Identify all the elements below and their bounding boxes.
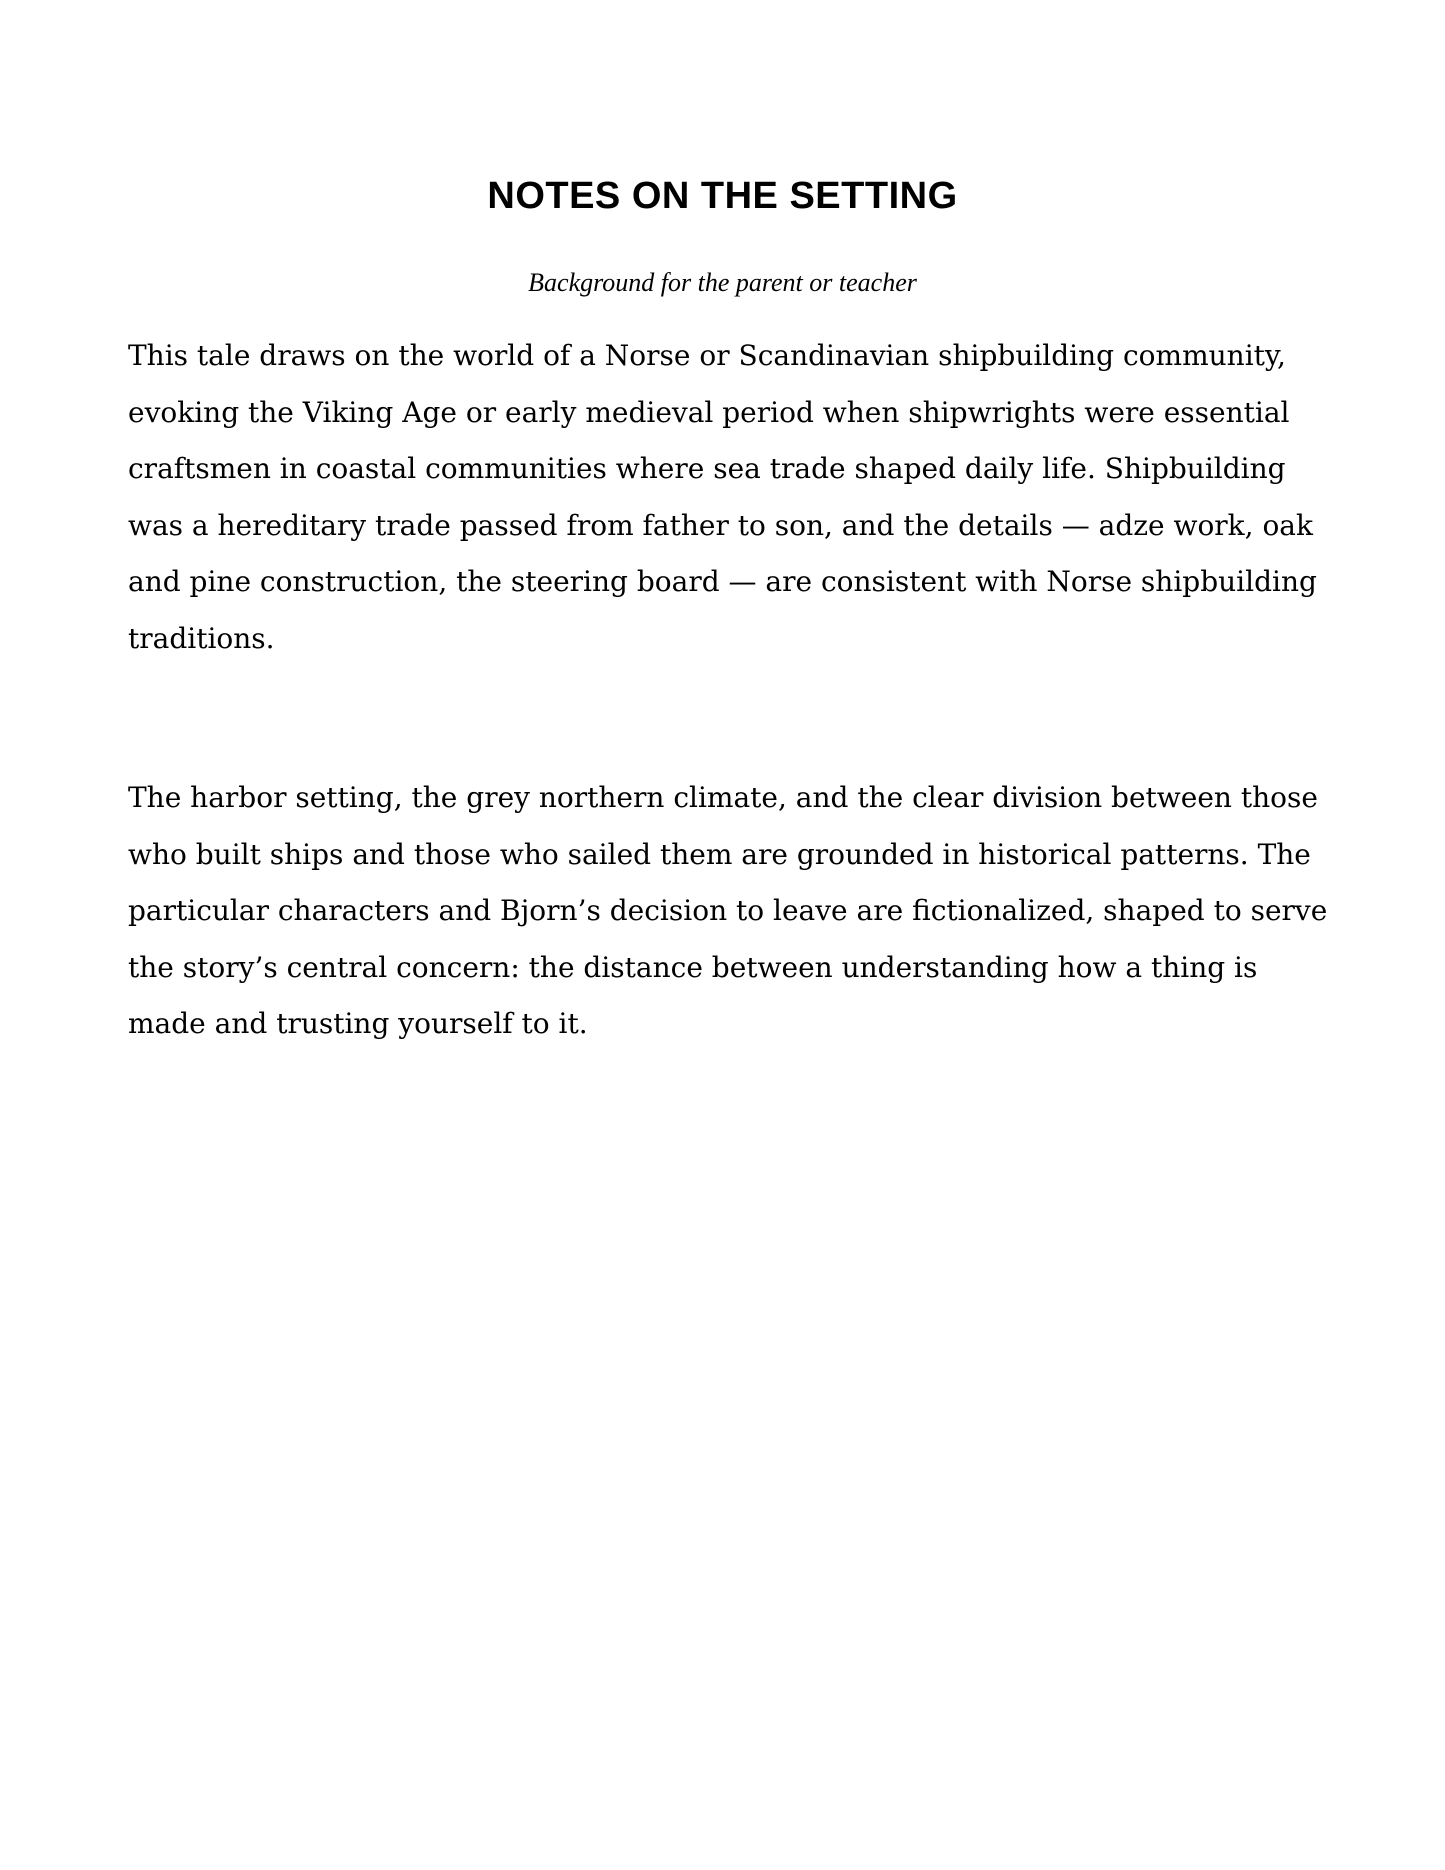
- body-paragraph: This tale draws on the world of a Norse or Scandinavian shipbuilding community, evoking the Viking Age or early medieval period when shipwrights were essential craftsmen in coastal communities where sea trade shaped daily life. Shipbuilding was a hereditary trade passed from father to son, and the details — adze work, oak and pine construction, the steering board — are consistent with Norse shipbuilding traditions.: [128, 339, 1317, 655]
- body-paragraph: The harbor setting, the grey northern climate, and the clear division between those who built ships and those who sailed them are grounded in historical patterns. The particular characters and Bjorn’s decision to leave are fictionalized, shaped to serve the story’s central concern: the distance between understanding how a thing is made and trusting yourself to it.: [128, 781, 1328, 1040]
- page-title: NOTES ON THE SETTING: [487, 175, 958, 217]
- page-subtitle: Background for the parent or teacher: [528, 268, 917, 297]
